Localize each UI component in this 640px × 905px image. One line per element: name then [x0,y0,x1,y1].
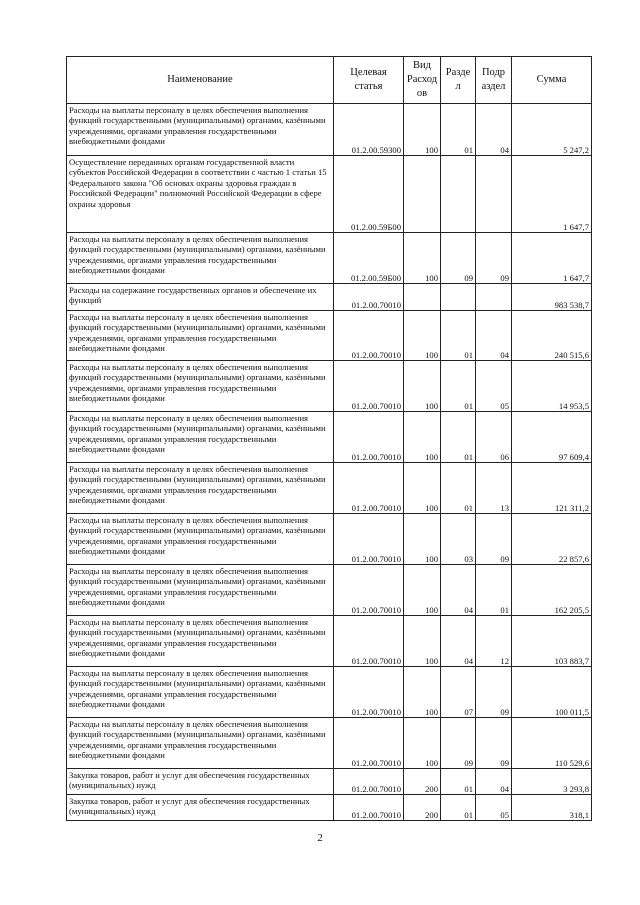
table-row [67,233,592,284]
table-row [67,565,592,616]
row-section: 01 [441,361,476,412]
row-name: Расходы на выплаты персоналу в целях обеспечения выполнения функций государственными (муниципальными) органами, казёнными учреждениями, органами управления государственными внебюджетными фондами [67,412,334,463]
row-name: Расходы на выплаты персоналу в целях обеспечения выполнения функций государственными (муниципальными) органами, казёнными учреждениями, органами управления государственными внебюджетными фондами [67,463,334,514]
row-subsection: 09 [476,667,512,718]
row-name: Закупка товаров, работ и услуг для обеспечения государственных (муниципальных) нужд [67,795,334,821]
table-row [67,361,592,412]
header-name: Наименование [67,57,334,104]
page-number: 2 [317,832,323,844]
row-section: 09 [441,233,476,284]
row-code: 01.2.00.70010 [334,718,404,769]
row-section: 01 [441,104,476,156]
row-code: 01.2.00.70010 [334,284,404,311]
row-subsection: 09 [476,514,512,565]
table-header-row [67,57,592,104]
row-subsection: 04 [476,104,512,156]
header-code: Целевая статья [334,57,404,104]
row-section: 01 [441,463,476,514]
row-sum: 110 529,6 [512,718,592,769]
row-type: 100 [404,514,441,565]
row-section: 01 [441,795,476,821]
row-sum: 318,1 [512,795,592,821]
table-row [67,795,592,821]
row-sum: 100 011,5 [512,667,592,718]
row-type: 100 [404,565,441,616]
row-name: Расходы на выплаты персоналу в целях обеспечения выполнения функций государственными (муниципальными) органами, казёнными учреждениями, органами управления государственными внебюджетными фондами [67,233,334,284]
row-sum: 103 883,7 [512,616,592,667]
row-section [441,284,476,311]
row-subsection: 04 [476,311,512,361]
table-row [67,284,592,311]
row-subsection: 06 [476,412,512,463]
row-name: Осуществление переданных органам государственной власти субъектов Российской Федерации в соответствии с частью 1 статьи 15 Федерального закона "Об основах охраны здоровья граждан в Российской Федерации" полномочий Российской Федерации в сфере охраны здоровья [67,156,334,233]
row-name: Расходы на выплаты персоналу в целях обеспечения выполнения функций государственными (муниципальными) органами, казёнными учреждениями, органами управления государственными внебюджетными фондами [67,361,334,412]
row-name: Закупка товаров, работ и услуг для обеспечения государственных (муниципальных) нужд [67,769,334,795]
row-type: 100 [404,616,441,667]
row-type: 100 [404,233,441,284]
row-type: 100 [404,311,441,361]
row-section: 07 [441,667,476,718]
row-type: 100 [404,361,441,412]
row-subsection [476,156,512,233]
table-row [67,311,592,361]
row-name: Расходы на выплаты персоналу в целях обеспечения выполнения функций государственными (муниципальными) органами, казёнными учреждениями, органами управления государственными внебюджетными фондами [67,718,334,769]
row-section: 04 [441,616,476,667]
row-sum: 5 247,2 [512,104,592,156]
header-type: Вид Расход ов [404,57,441,104]
row-type: 100 [404,718,441,769]
row-code: 01.2.00.70010 [334,311,404,361]
row-subsection: 09 [476,718,512,769]
row-sum: 3 293,8 [512,769,592,795]
budget-table-container [66,56,591,821]
row-section: 04 [441,565,476,616]
row-code: 01.2.00.70010 [334,412,404,463]
row-code: 01.2.00.70010 [334,616,404,667]
row-subsection: 05 [476,361,512,412]
table-row [67,514,592,565]
table-row [67,667,592,718]
row-sum: 1 647,7 [512,156,592,233]
row-code: 01.2.00.70010 [334,565,404,616]
row-section: 01 [441,311,476,361]
row-type: 100 [404,463,441,514]
row-subsection [476,284,512,311]
row-section [441,156,476,233]
row-subsection: 13 [476,463,512,514]
row-name: Расходы на содержание государственных органов и обеспечение их функций [67,284,334,311]
row-code: 01.2.00.70010 [334,667,404,718]
row-type: 200 [404,795,441,821]
header-section: Разде л [441,57,476,104]
row-subsection: 12 [476,616,512,667]
row-name: Расходы на выплаты персоналу в целях обеспечения выполнения функций государственными (муниципальными) органами, казёнными учреждениями, органами управления государственными внебюджетными фондами [67,565,334,616]
row-code: 01.2.00.70010 [334,463,404,514]
table-row [67,156,592,233]
row-section: 01 [441,412,476,463]
row-sum: 22 857,6 [512,514,592,565]
row-sum: 97 609,4 [512,412,592,463]
row-sum: 14 953,5 [512,361,592,412]
row-sum: 1 647,7 [512,233,592,284]
row-subsection: 05 [476,795,512,821]
table-row [67,463,592,514]
row-type: 100 [404,104,441,156]
header-subsection: Подр аздел [476,57,512,104]
row-sum: 162 205,5 [512,565,592,616]
row-section: 09 [441,718,476,769]
row-section: 03 [441,514,476,565]
table-row [67,412,592,463]
row-type [404,156,441,233]
row-code: 01.2.00.70010 [334,795,404,821]
row-name: Расходы на выплаты персоналу в целях обеспечения выполнения функций государственными (муниципальными) органами, казёнными учреждениями, органами управления государственными внебюджетными фондами [67,311,334,361]
table-row [67,718,592,769]
row-name: Расходы на выплаты персоналу в целях обеспечения выполнения функций государственными (муниципальными) органами, казёнными учреждениями, органами управления государственными внебюджетными фондами [67,514,334,565]
row-name: Расходы на выплаты персоналу в целях обеспечения выполнения функций государственными (муниципальными) органами, казёнными учреждениями, органами управления государственными внебюджетными фондами [67,616,334,667]
table-row [67,769,592,795]
row-subsection: 04 [476,769,512,795]
row-sum: 121 311,2 [512,463,592,514]
row-code: 01.2.00.59Б00 [334,156,404,233]
row-sum: 240 515,6 [512,311,592,361]
table-body [67,104,592,821]
row-code: 01.2.00.70010 [334,361,404,412]
row-sum: 983 538,7 [512,284,592,311]
row-type [404,284,441,311]
row-type: 200 [404,769,441,795]
row-code: 01.2.00.70010 [334,769,404,795]
row-subsection: 09 [476,233,512,284]
row-code: 01.2.00.59300 [334,104,404,156]
row-code: 01.2.00.59Б00 [334,233,404,284]
row-section: 01 [441,769,476,795]
table-row [67,616,592,667]
row-name: Расходы на выплаты персоналу в целях обеспечения выполнения функций государственными (муниципальными) органами, казёнными учреждениями, органами управления государственными внебюджетными фондами [67,104,334,156]
row-subsection: 01 [476,565,512,616]
row-code: 01.2.00.70010 [334,514,404,565]
budget-table [66,56,592,821]
row-type: 100 [404,412,441,463]
row-name: Расходы на выплаты персоналу в целях обеспечения выполнения функций государственными (муниципальными) органами, казёнными учреждениями, органами управления государственными внебюджетными фондами [67,667,334,718]
header-sum: Сумма [512,57,592,104]
table-row [67,104,592,156]
row-type: 100 [404,667,441,718]
